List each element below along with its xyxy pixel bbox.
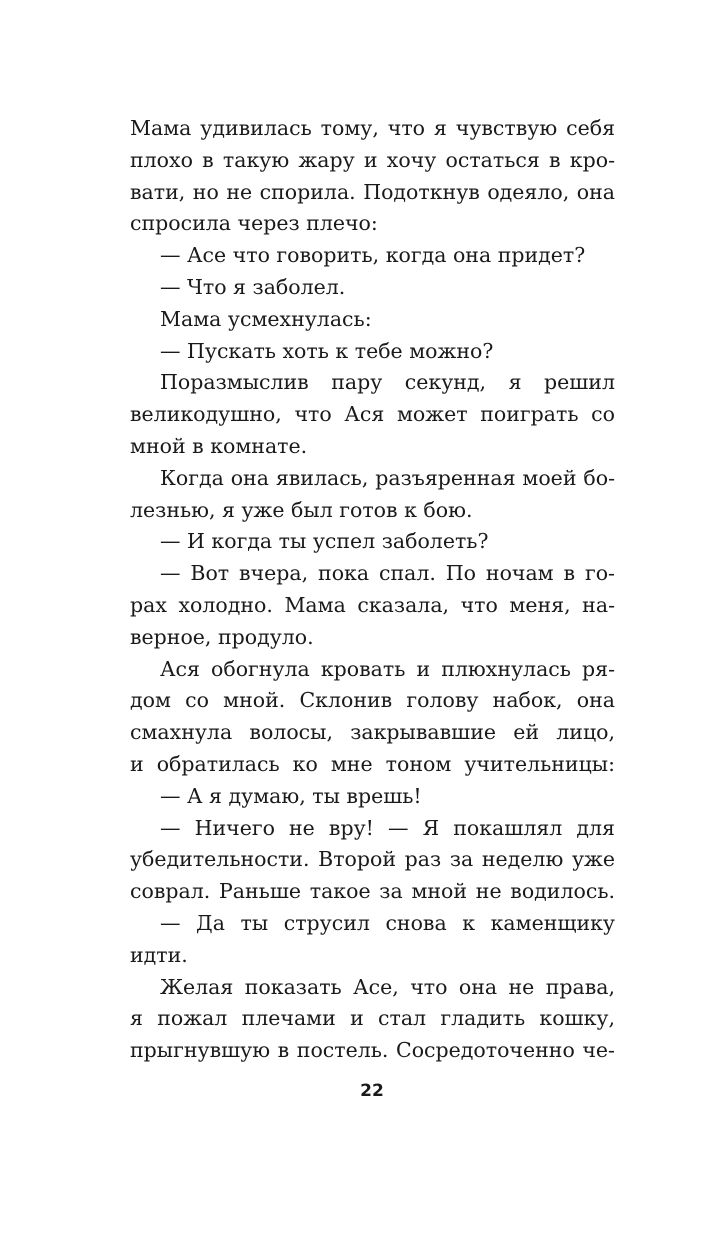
text-line: — Вот вчера, пока спал. По ночам в го- bbox=[160, 561, 615, 586]
text-line: прыгнувшую в постель. Сосредоточенно че- bbox=[130, 1038, 615, 1063]
text-line: Мама усмехнулась: bbox=[160, 306, 372, 331]
text-line: идти. bbox=[130, 942, 188, 967]
text-line: — А я думаю, ты врешь! bbox=[160, 783, 422, 808]
text-line: Ася обогнула кровать и плюхнулась ря- bbox=[160, 656, 615, 681]
text-line: Когда она явилась, разъяренная моей бо- bbox=[160, 465, 615, 490]
text-line: рах холодно. Мама сказала, что меня, на- bbox=[130, 592, 615, 617]
text-line: лезнью, я уже был готов к бою. bbox=[130, 497, 473, 522]
text-line: убедительности. Второй раз за неделю уже bbox=[130, 847, 615, 872]
text-line: — Да ты струсил снова к каменщику bbox=[160, 910, 615, 935]
text-line: — Что я заболел. bbox=[160, 274, 346, 299]
text-line: Поразмыслив пару секунд, я решил bbox=[160, 370, 615, 395]
text-line: Мама удивилась тому, что я чувствую себя bbox=[130, 116, 615, 140]
text-line: мной в комнате. bbox=[130, 433, 308, 458]
text-line: я пожал плечами и стал гладить кошку, bbox=[130, 1006, 615, 1031]
text-line: — Асе что говорить, когда она придет? bbox=[160, 243, 586, 268]
text-line: Желая показать Асе, что она не права, bbox=[160, 974, 615, 999]
text-line: спросила через плечо: bbox=[130, 211, 378, 236]
text-line: и обратилась ко мне тоном учительницы: bbox=[130, 751, 615, 776]
text-line: плохо в такую жару и хочу остаться в кро- bbox=[130, 147, 615, 172]
text-line: — Ничего не вру! — Я покашлял для bbox=[160, 815, 615, 840]
text-line: — И когда ты успел заболеть? bbox=[160, 529, 489, 554]
text-line: вати, но не спорила. Подоткнув одеяло, она bbox=[130, 179, 615, 204]
text-line: — Пускать хоть к тебе можно? bbox=[160, 338, 494, 363]
text-line: верное, продуло. bbox=[130, 624, 314, 649]
body-text bbox=[130, 113, 615, 1067]
page-number: 22 bbox=[360, 1081, 384, 1101]
text-line: смахнула волосы, закрывавшие ей лицо, bbox=[130, 720, 615, 745]
text-line: великодушно, что Ася может поиграть со bbox=[130, 402, 615, 427]
text-line: соврал. Раньше такое за мной не водилось. bbox=[130, 879, 615, 904]
text-line: дом со мной. Склонив голову набок, она bbox=[130, 688, 615, 713]
